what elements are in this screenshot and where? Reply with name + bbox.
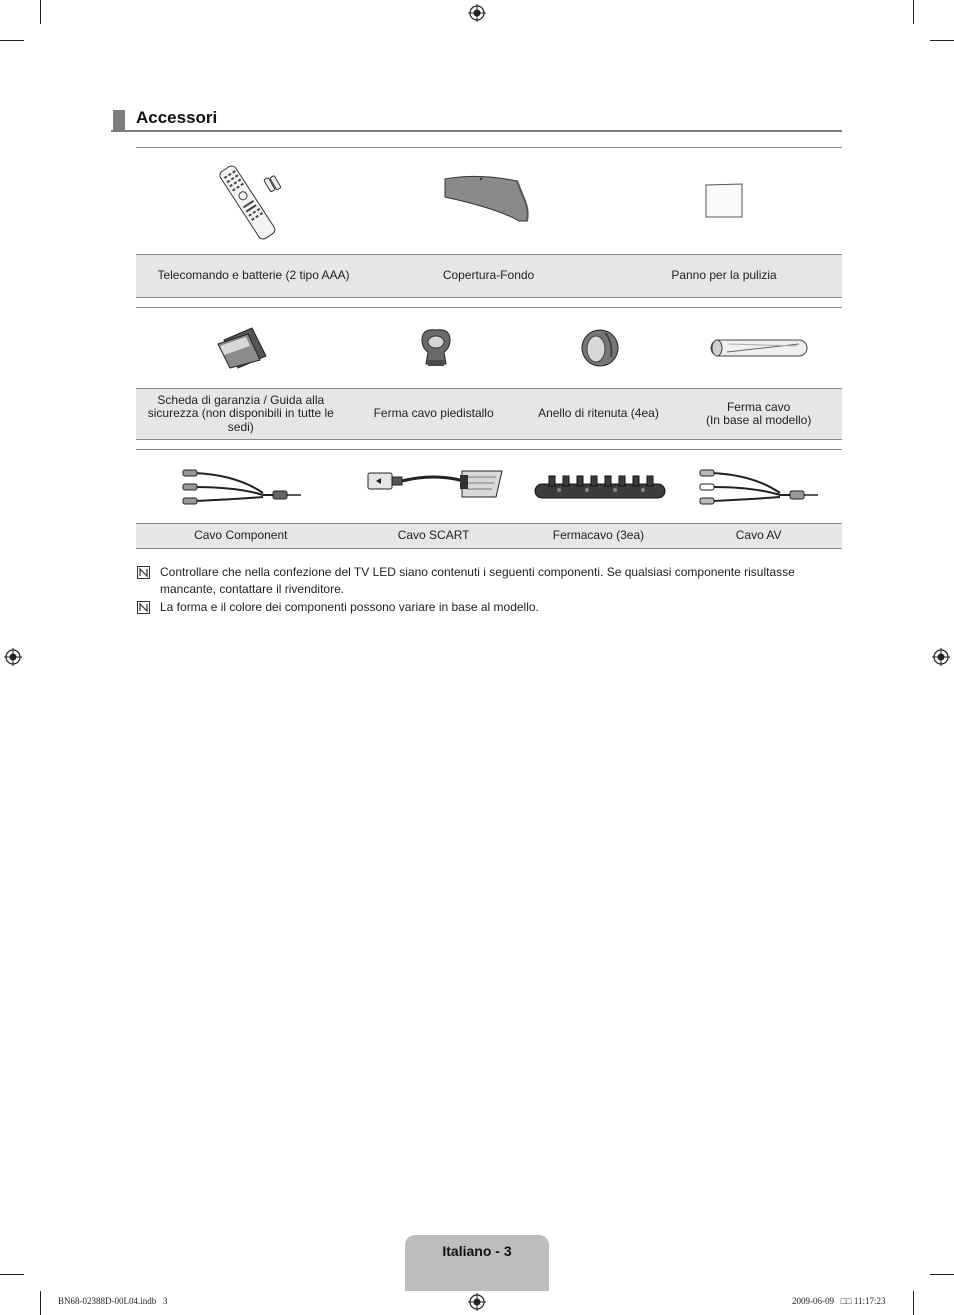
heading-marker — [113, 110, 125, 131]
accessory-label: Ferma cavo piedistallo — [373, 406, 494, 421]
accessory-image-cell — [136, 148, 371, 254]
crop-mark — [930, 1274, 954, 1275]
print-file-info: BN68-02388D-00L04.indb 3 — [58, 1296, 168, 1306]
crop-mark — [913, 1291, 914, 1315]
accessory-label-line: Ferma cavo — [726, 399, 791, 414]
accessory-label: Copertura-Fondo — [442, 268, 535, 283]
accessory-image-cell — [348, 450, 524, 523]
accessory-image-cell — [348, 308, 524, 388]
accessory-label: Fermacavo (3ea) — [552, 528, 645, 543]
accessories-table-3 — [136, 449, 842, 549]
cable-tie-icon — [707, 334, 811, 362]
note-icon — [137, 601, 150, 614]
registration-mark-icon — [932, 648, 950, 666]
accessory-image-cell — [524, 450, 676, 523]
accessory-image-cell — [676, 308, 842, 388]
registration-mark-icon — [4, 648, 22, 666]
table-rule — [136, 297, 842, 298]
note-text: La forma e il colore dei componenti possono variare in base al modello. — [160, 600, 539, 614]
accessory-label: Scheda di garanzia / Guida alla sicurezza (non disponibili in tutte le sedi) — [147, 392, 334, 434]
note-icon — [137, 566, 150, 579]
accessories-table-2 — [136, 307, 842, 440]
remote-control-icon — [209, 160, 299, 242]
page-number: Italiano - 3 — [442, 1243, 512, 1259]
stand-cover-icon — [439, 171, 539, 231]
accessory-image-cell — [371, 148, 606, 254]
crop-mark — [40, 1291, 41, 1315]
note-text: Controllare che nella confezione del TV LED siano contenuti i seguenti componenti. Se qualsiasi componente risultasse mancante, contattare il rivenditore. — [160, 565, 795, 596]
print-timestamp: 2009-06-09 □□ 11:17:23 — [792, 1296, 886, 1306]
crop-mark — [0, 1274, 24, 1275]
warranty-card-icon — [214, 326, 270, 370]
accessory-image-cell — [136, 308, 348, 388]
section-title: Accessori — [136, 108, 218, 127]
heading-rule — [111, 130, 842, 132]
accessory-image-cell — [606, 148, 842, 254]
accessory-label: Cavo AV — [735, 528, 782, 543]
component-cable-icon — [177, 465, 307, 509]
av-cable-icon — [694, 465, 824, 509]
crop-mark — [930, 40, 954, 41]
accessory-label: Telecomando e batterie (2 tipo AAA) — [157, 268, 350, 283]
holder-ring-icon — [579, 327, 621, 369]
accessory-label — [675, 389, 842, 439]
cleaning-cloth-icon — [702, 181, 746, 221]
scart-cable-icon — [364, 467, 508, 507]
registration-mark-icon — [468, 1293, 486, 1311]
accessory-label: Panno per la pulizia — [671, 268, 777, 283]
accessory-image-cell — [136, 450, 348, 523]
accessory-label: Anello di ritenuta (4ea) — [538, 406, 659, 421]
cable-clip-icon — [533, 472, 667, 502]
accessory-label: Cavo SCART — [397, 528, 470, 543]
crop-mark — [913, 0, 914, 24]
accessory-image-cell — [676, 450, 842, 523]
accessory-label-line: (In base al modello) — [705, 413, 812, 427]
accessories-table-1 — [136, 147, 842, 298]
accessory-image-cell — [524, 308, 676, 388]
crop-mark — [40, 0, 41, 24]
stand-cable-holder-icon — [416, 326, 456, 370]
registration-mark-icon — [468, 4, 486, 22]
accessory-label: Cavo Component — [194, 528, 288, 543]
crop-mark — [0, 40, 24, 41]
